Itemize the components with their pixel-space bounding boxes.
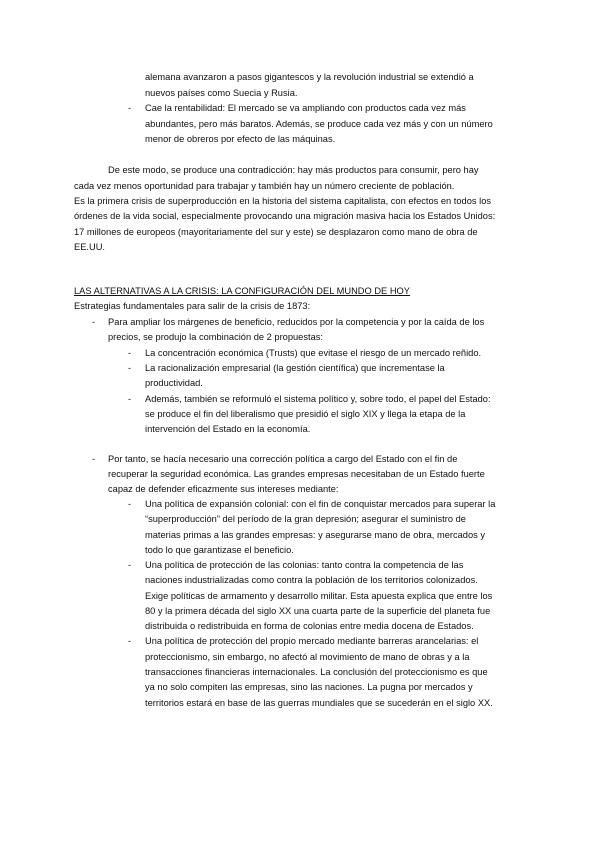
text-line: 80 y la primera década del siglo XX una cuarta parte de la superficie del planeta fue [145,606,491,616]
text-line: nuevos países como Suecia y Rusia. [145,88,298,98]
sub-bullet-dash: - [128,363,132,373]
text-line: Una política de expansión colonial: con el fin de conquistar mercados para superar la [145,499,496,509]
bullet-dash: - [128,103,132,113]
text-line: territorios estará en base de las guerras mundiales que se sucederán en el siglo XX. [145,698,493,708]
text-line: Además, también se reformuló el sistema político y, sobre todo, el papel del Estado: [145,394,491,404]
text-line: materias primas a las grandes empresas: y asegurarse mano de obra, mercados y [145,530,486,540]
sub-bullet-dash: - [128,560,132,570]
text-line: Una política de protección del propio mercado mediante barreras arancelarias: el [145,636,479,646]
text-line: alemana avanzaron a pasos gigantescos y la revolución industrial se extendió a [145,72,474,82]
text-line: Una política de protección de las colonias: tanto contra la competencia de las [145,560,464,570]
text-line: naciones industrializadas como contra la población de los territorios colonizados. [145,575,478,585]
text-line: todo lo que garantizase el beneficio. [145,545,294,555]
text-line: precios, se produjo la combinación de 2 propuestas: [108,332,323,342]
section-intro: Estrategias fundamentales para salir de la crisis de 1873: [74,301,311,311]
text-line: proteccionismo, sin embargo, no afectó al movimiento de mano de obras y a la [145,652,470,662]
sub-bullet-dash: - [128,394,132,404]
text-line: 17 millones de europeos (mayoritariamente del sur y este) se desplazaron como mano de obra de [74,227,478,237]
text-line: distribuida o redistribuida en forma de colonias entre media docena de Estados. [145,621,474,631]
text-line: transacciones financieras internacionales. La conclusión del proteccionismo es que [145,667,488,677]
text-line: cada vez menos oportunidad para trabajar y también hay un número creciente de población. [74,181,455,191]
text-line: Exige políticas de armamento y desarrollo militar. Esta apuesta explica que entre los [145,591,493,601]
text-line: intervención del Estado en la economía. [145,424,311,434]
text-line: productividad. [145,378,203,388]
text-line: La racionalización empresarial (la gestión científica) que incrementase la [145,363,445,373]
text-line: recuperar la seguridad económica. Las grandes empresas necesitaban de un Estado fuerte [108,469,485,479]
text-line: EE.UU. [74,242,105,252]
text-line: “superproducción” del período de la gran depresión; asegurar el suministro de [145,514,466,524]
bullet-dash: - [92,317,96,327]
text-line: capaz de defender eficazmente sus intereses mediante: [108,484,339,494]
bullet-dash: - [92,454,96,464]
sub-bullet-dash: - [128,348,132,358]
sub-bullet-dash: - [128,499,132,509]
text-line: órdenes de la vida social, especialmente provocando una migración masiva hacia los Estados Unidos: [74,211,496,221]
text-line: Por tanto, se hacía necesario una corrección política a cargo del Estado con el fin de [108,454,458,464]
text-line: La concentración económica (Trusts) que evitase el riesgo de un mercado reñido. [145,348,482,358]
text-line: Es la primera crisis de superproducción en la historia del sistema capitalista, con efectos en todos los [74,196,492,206]
text-line: abundantes, pero más baratos. Además, se produce cada vez más y con un número [145,119,493,129]
sub-bullet-dash: - [128,636,132,646]
section-heading: LAS ALTERNATIVAS A LA CRISIS: LA CONFIGURACIÓN DEL MUNDO DE HOY [74,286,410,296]
text-line: se produce el fin del liberalismo que presidió el siglo XIX y llega la etapa de la [145,409,466,419]
text-line: menor de obreros por efecto de las máquinas. [145,134,336,144]
text-line: De este modo, se produce una contradicción: hay más productos para consumir, pero hay [108,165,479,175]
text-line: Para ampliar los márgenes de beneficio, reducidos por la competencia y por la caída de los [108,317,485,327]
text-line: Cae la rentabilidad: El mercado se va ampliando con productos cada vez más [145,103,466,113]
text-line: ya no solo compiten las empresas, sino las naciones. La pugna por mercados y [145,682,473,692]
